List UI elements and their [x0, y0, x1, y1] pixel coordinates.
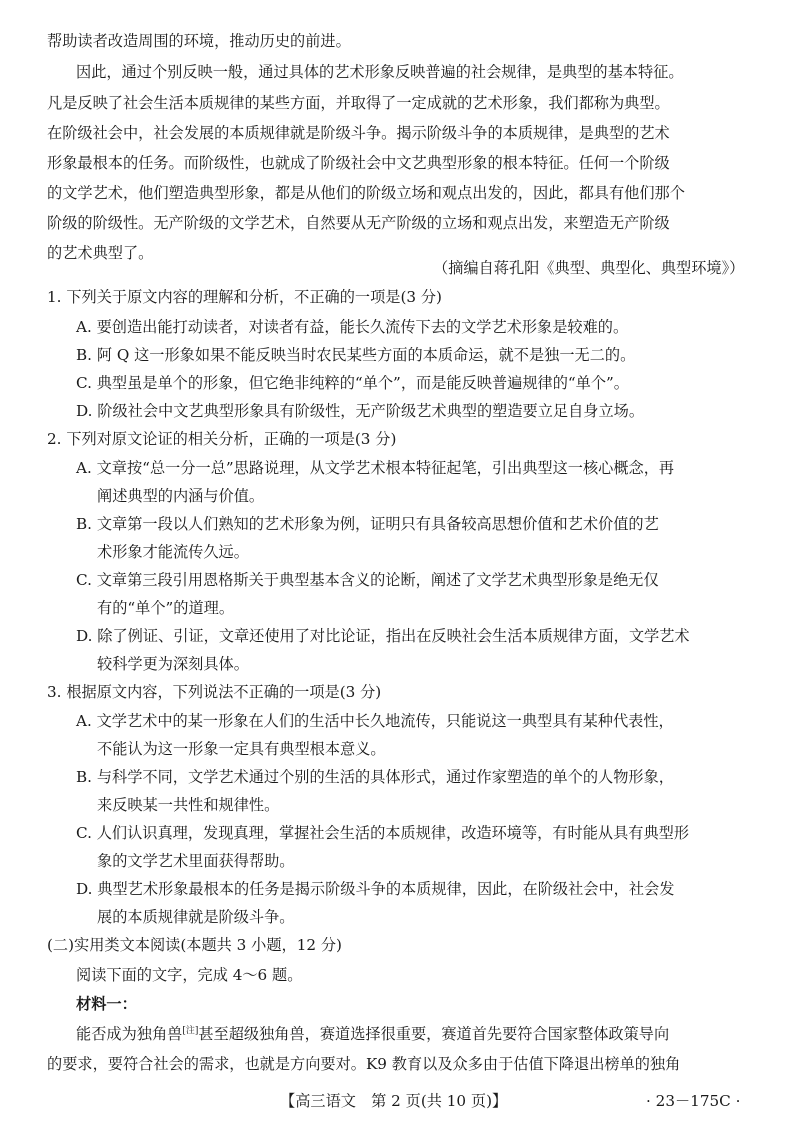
passage-line: 在阶级社会中，社会发展的本质规律就是阶级斗争。揭示阶级斗争的本质规律，是典型的艺术	[47, 124, 670, 142]
passage-line: 形象最根本的任务。而阶级性，也就成了阶级社会中文艺典型形象的根本特征。任何一个阶级	[47, 154, 670, 172]
question-1-option-c: C. 典型虽是单个的形象，但它绝非纯粹的“单个”，而是能反映普遍规律的“单个”。	[76, 374, 629, 392]
question-2-option-a-cont: 阐述典型的内涵与价值。	[97, 487, 265, 505]
page-footer-info: 【高三语文 第 2 页(共 10 页)】	[280, 1092, 508, 1110]
question-3-stem: 3. 根据原文内容，下列说法不正确的一项是(3 分)	[47, 683, 382, 701]
page-footer-code: · 23－175C ·	[646, 1092, 741, 1110]
material-label: 材料一：	[76, 995, 137, 1013]
question-2-stem: 2. 下列对原文论证的相关分析，正确的一项是(3 分)	[47, 430, 397, 448]
material-text: 能否成为独角兽	[76, 1025, 183, 1043]
question-3-option-b: B. 与科学不同，文学艺术通过个别的生活的具体形式，通过作家塑造的单个的人物形象，	[76, 768, 674, 786]
passage-line: 凡是反映了社会生活本质规律的某些方面，并取得了一定成就的艺术形象，我们都称为典型。	[47, 94, 670, 112]
question-3-option-c: C. 人们认识真理，发现真理，掌握社会生活的本质规律，改造环境等，有时能从具有典型形	[76, 824, 690, 842]
footnote-marker: [注]	[182, 1026, 199, 1036]
question-1-stem: 1. 下列关于原文内容的理解和分析，不正确的一项是(3 分)	[47, 288, 442, 306]
question-3-option-c-cont: 象的文学艺术里面获得帮助。	[97, 852, 295, 870]
question-1-option-d: D. 阶级社会中文艺典型形象具有阶级性，无产阶级艺术典型的塑造要立足自身立场。	[76, 402, 645, 420]
passage-line: 阶级的阶级性。无产阶级的文学艺术，自然要从无产阶级的立场和观点出发，来塑造无产阶级	[47, 214, 670, 232]
question-1-option-a: A. 要创造出能打动读者，对读者有益，能长久流传下去的文学艺术形象是较难的。	[76, 318, 629, 336]
question-1-option-b: B. 阿 Q 这一形象如果不能反映当时农民某些方面的本质命运，就不是独一无二的。	[76, 346, 636, 364]
passage-line: 的艺术典型了。	[47, 244, 154, 262]
question-2-option-d: D. 除了例证、引证，文章还使用了对比论证，指出在反映社会生活本质规律方面，文学艺术	[76, 627, 690, 645]
material-text: 甚至超级独角兽，赛道选择很重要，赛道首先要符合国家整体政策导向	[198, 1025, 670, 1043]
passage-line: 的文学艺术，他们塑造典型形象，都是从他们的阶级立场和观点出发的，因此，都具有他们那个	[47, 184, 685, 202]
material-line	[76, 1024, 669, 1044]
passage-line: 因此，通过个别反映一般，通过具体的艺术形象反映普遍的社会规律，是典型的基本特征。	[76, 63, 684, 81]
section-header: (二)实用类文本阅读(本题共 3 小题，12 分)	[47, 936, 342, 954]
question-3-option-b-cont: 来反映某一共性和规律性。	[97, 796, 280, 814]
passage-source: （摘编自蒋孔阳《典型、典型化、典型环境》）	[433, 259, 745, 277]
question-3-option-d-cont: 展的本质规律就是阶级斗争。	[97, 908, 295, 926]
question-2-option-a: A. 文章按“总一分一总”思路说理，从文学艺术根本特征起笔，引出典型这一核心概念，再	[76, 459, 675, 477]
question-3-option-a: A. 文学艺术中的某一形象在人们的生活中长久地流传，只能说这一典型具有某种代表性，	[76, 712, 674, 730]
question-2-option-c-cont: 有的“单个”的道理。	[97, 599, 235, 617]
question-3-option-d: D. 典型艺术形象最根本的任务是揭示阶级斗争的本质规律，因此，在阶级社会中，社会发	[76, 880, 675, 898]
question-2-option-d-cont: 较科学更为深刻具体。	[97, 655, 249, 673]
question-3-option-a-cont: 不能认为这一形象一定具有典型根本意义。	[97, 740, 386, 758]
question-2-option-b-cont: 术形象才能流传久远。	[97, 543, 249, 561]
question-2-option-b: B. 文章第一段以人们熟知的艺术形象为例，证明只有具备较高思想价值和艺术价值的艺	[76, 515, 659, 533]
material-line: 的要求，要符合社会的需求，也就是方向要对。K9 教育以及众多由于估值下降退出榜单的独角	[47, 1055, 681, 1073]
passage-continuation: 帮助读者改造周围的环境，推动历史的前进。	[47, 32, 351, 50]
question-2-option-c: C. 文章第三段引用恩格斯关于典型基本含义的论断，阐述了文学艺术典型形象是绝无仅	[76, 571, 659, 589]
section-instruction: 阅读下面的文字，完成 4～6 题。	[76, 966, 303, 984]
